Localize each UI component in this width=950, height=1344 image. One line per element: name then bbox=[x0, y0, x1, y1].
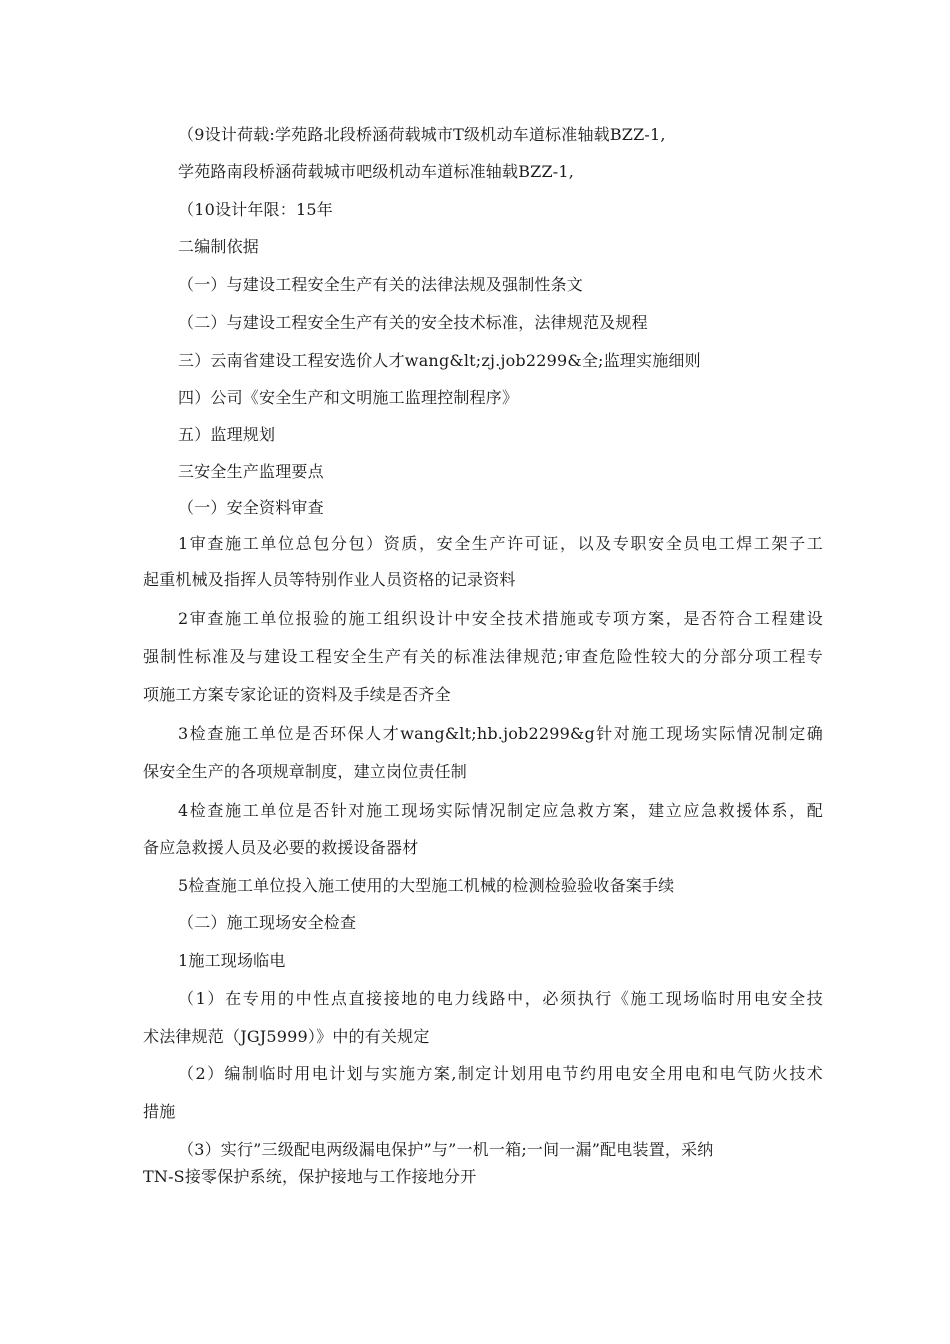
text-line: 3检查施工单位是否环保人才wang&lt;hb.job2299&g针对施工现场实际情况制定确 bbox=[178, 724, 823, 743]
text-line: 五）监理规划 bbox=[178, 425, 276, 444]
text-line: 学苑路南段桥涵荷载城市吧级机动车道标准轴载BZZ-1, bbox=[178, 162, 575, 181]
text-line: 三）云南省建设工程安选价人才wang&lt;zj.job2299&全;监理实施细则 bbox=[178, 351, 701, 370]
text-line: 术法律规范（JGJ5999）》中的有关规定 bbox=[143, 1027, 430, 1046]
text-line: 1审查施工单位总包分包）资质，安全生产许可证，以及专职安全员电工焊工架子工 bbox=[178, 534, 823, 553]
text-line: 1施工现场临电 bbox=[178, 951, 286, 970]
text-line: （1）在专用的中性点直接接地的电力线路中，必须执行《施工现场临时用电安全技 bbox=[178, 989, 823, 1008]
text-line: （3）实行”三级配电两级漏电保护”与”一机一箱;一间一漏”配电装置，采纳 bbox=[178, 1140, 714, 1159]
text-line: （二）施工现场安全检查 bbox=[178, 913, 357, 932]
text-line: 备应急救援人员及必要的救援设备器材 bbox=[143, 838, 419, 857]
text-line: 5检查施工单位投入施工使用的大型施工机械的检测检验验收备案手续 bbox=[178, 876, 675, 895]
text-line: 强制性标准及与建设工程安全生产有关的标准法律规范;审查危险性较大的分部分项工程专 bbox=[143, 647, 823, 666]
text-line: （一）安全资料审查 bbox=[178, 498, 324, 517]
text-line: （一）与建设工程安全生产有关的法律法规及强制性条文 bbox=[178, 275, 584, 294]
text-line: 措施 bbox=[143, 1102, 176, 1121]
text-line: 保安全生产的各项规章制度，建立岗位责任制 bbox=[143, 762, 468, 781]
text-line: （2）编制临时用电计划与实施方案,制定计划用电节约用电安全用电和电气防火技术 bbox=[178, 1064, 823, 1083]
text-line: 起重机械及指挥人员等特别作业人员资格的记录资料 bbox=[143, 570, 516, 589]
text-line: （9设计荷载:学苑路北段桥涵荷载城市T级机动车道标准轴载BZZ-1, bbox=[178, 125, 666, 144]
section-heading: 二编制依据 bbox=[178, 237, 260, 256]
text-line: （二）与建设工程安全生产有关的安全技术标准，法律规范及规程 bbox=[178, 313, 648, 332]
section-heading: 三安全生产监理要点 bbox=[178, 462, 324, 481]
text-line: TN-S接零保护系统，保护接地与工作接地分开 bbox=[143, 1167, 477, 1186]
text-line: 四）公司《安全生产和文明施工监理控制程序》 bbox=[178, 388, 519, 407]
text-line: 项施工方案专家论证的资料及手续是否齐全 bbox=[143, 685, 451, 704]
text-line: 4检查施工单位是否针对施工现场实际情况制定应急救方案，建立应急救援体系，配 bbox=[178, 801, 823, 820]
text-line: （10设计年限：15年 bbox=[178, 200, 333, 219]
text-line: 2审查施工单位报验的施工组织设计中安全技术措施或专项方案，是否符合工程建设 bbox=[178, 609, 823, 628]
